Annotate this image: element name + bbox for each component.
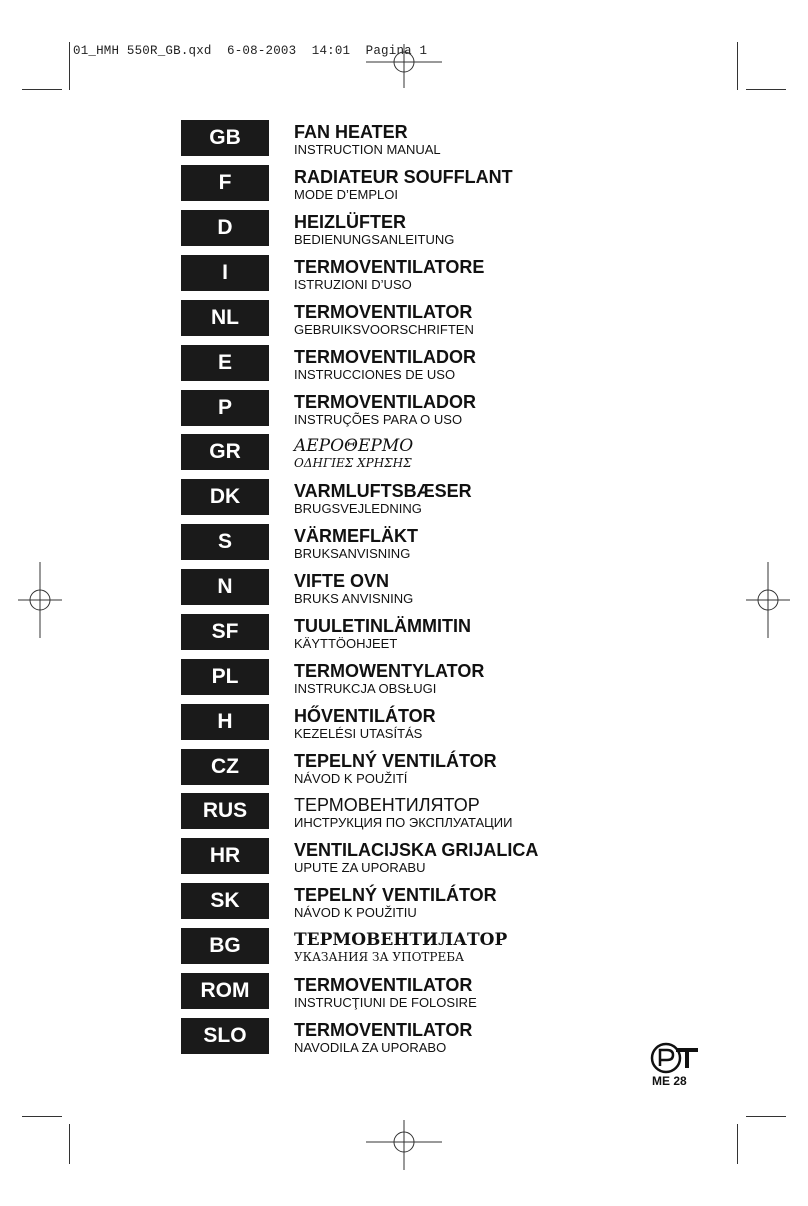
language-row-gr — [181, 432, 741, 470]
language-code: E — [181, 345, 269, 381]
language-row-h — [181, 702, 741, 740]
language-row-pl — [181, 657, 741, 695]
language-row-e — [181, 343, 741, 381]
product-title: VENTILACIJSKA GRIJALICA — [294, 840, 539, 860]
language-row-i — [181, 253, 741, 291]
language-row-sf — [181, 612, 741, 650]
manual-subtitle: INSTRUCTION MANUAL — [294, 142, 441, 157]
manual-subtitle: ΟΔΗΓΙΕΣ ΧΡΗΣΗΣ — [294, 456, 412, 470]
crop-mark-top-right-h — [746, 89, 786, 90]
language-row-hr — [181, 836, 741, 874]
product-title: TEPELNÝ VENTILÁTOR — [294, 885, 497, 905]
product-title: RADIATEUR SOUFFLANT — [294, 167, 513, 187]
crop-mark-top-left-v — [69, 42, 70, 90]
manual-subtitle: MODE D’EMPLOI — [294, 187, 399, 202]
language-code: HR — [181, 838, 269, 874]
manual-subtitle: INSTRUKCJA OBSŁUGI — [294, 681, 437, 696]
manual-subtitle: ISTRUZIONI D’USO — [294, 277, 412, 292]
manual-subtitle: NAVODILA ZA UPORABO — [294, 1040, 447, 1055]
registration-mark-left-icon — [18, 562, 62, 638]
language-code: BG — [181, 928, 269, 964]
product-title: TERMOVENTILADOR — [294, 347, 476, 367]
language-code: D — [181, 210, 269, 246]
registration-mark-right-icon — [746, 562, 790, 638]
language-code: RUS — [181, 793, 269, 829]
language-row-d — [181, 208, 741, 246]
language-code: N — [181, 569, 269, 605]
product-title: TERMOVENTILATOR — [294, 975, 473, 995]
language-code: GB — [181, 120, 269, 156]
language-row-s — [181, 522, 741, 560]
manual-subtitle: NÁVOD K POUŽITIU — [294, 905, 417, 920]
language-code: S — [181, 524, 269, 560]
manual-subtitle: ИНСТРУКЦИЯ ПО ЭКСПЛУАТАЦИИ — [294, 815, 513, 830]
product-title: HEIZLÜFTER — [294, 212, 406, 232]
language-code: NL — [181, 300, 269, 336]
crop-mark-bottom-left-h — [22, 1116, 62, 1117]
manual-subtitle: BRUKS ANVISNING — [294, 591, 414, 606]
language-row-p — [181, 388, 741, 426]
product-title: VÄRMEFLÄKT — [294, 526, 418, 546]
product-title: ТЕРМОВЕНТИЛАТОР — [294, 930, 508, 950]
language-code: SLO — [181, 1018, 269, 1054]
language-code: H — [181, 704, 269, 740]
language-row-rus — [181, 791, 741, 829]
language-code: ROM — [181, 973, 269, 1009]
language-row-cz — [181, 747, 741, 785]
language-code: F — [181, 165, 269, 201]
product-title: TERMOVENTILATOR — [294, 1020, 473, 1040]
manual-subtitle: UPUTE ZA UPORABU — [294, 860, 426, 875]
manual-subtitle: INSTRUCCIONES DE USO — [294, 367, 456, 382]
language-code: PL — [181, 659, 269, 695]
language-row-f — [181, 163, 741, 201]
registration-mark-top-icon — [366, 44, 442, 88]
language-code: P — [181, 390, 269, 426]
product-title: ТЕРМОВЕНТИЛЯТОР — [294, 795, 480, 815]
language-row-bg — [181, 926, 741, 964]
language-code: GR — [181, 434, 269, 470]
crop-mark-top-left-h — [22, 89, 62, 90]
crop-mark-bottom-right-v — [737, 1124, 738, 1164]
manual-subtitle: NÁVOD K POUŽITÍ — [294, 771, 408, 786]
product-title: TERMOVENTILATORE — [294, 257, 485, 277]
manual-subtitle: BRUGSVEJLEDNING — [294, 501, 422, 516]
language-code: CZ — [181, 749, 269, 785]
language-code: SF — [181, 614, 269, 650]
product-title: FAN HEATER — [294, 122, 408, 142]
certification-code: ME 28 — [652, 1074, 687, 1088]
language-row-dk — [181, 477, 741, 515]
product-title: TUULETINLÄMMITIN — [294, 616, 471, 636]
language-row-rom — [181, 971, 741, 1009]
manual-subtitle: GEBRUIKSVOORSCHRIFTEN — [294, 322, 474, 337]
crop-mark-bottom-left-v — [69, 1124, 70, 1164]
language-code: I — [181, 255, 269, 291]
manual-subtitle: INSTRUÇÕES PARA O USO — [294, 412, 463, 427]
print-header: 01_HMH 550R_GB.qxd 6-08-2003 14:01 Pagina 1 — [73, 44, 428, 58]
language-row-n — [181, 567, 741, 605]
product-title: VARMLUFTSBÆSER — [294, 481, 472, 501]
language-row-sk — [181, 881, 741, 919]
manual-subtitle: BEDIENUNGSANLEITUNG — [294, 232, 455, 247]
language-code: SK — [181, 883, 269, 919]
product-title: TERMOWENTYLATOR — [294, 661, 485, 681]
product-title: TERMOVENTILADOR — [294, 392, 476, 412]
product-title: ΑΕΡΟΘΕΡΜΟ — [294, 436, 414, 456]
product-title: TERMOVENTILATOR — [294, 302, 473, 322]
language-row-nl — [181, 298, 741, 336]
crop-mark-bottom-right-h — [746, 1116, 786, 1117]
manual-subtitle: УКАЗАНИЯ ЗА УПОТРЕБА — [294, 950, 465, 964]
language-row-gb — [181, 118, 741, 156]
manual-subtitle: KÄYTTÖOHJEET — [294, 636, 398, 651]
product-title: VIFTE OVN — [294, 571, 390, 591]
product-title: HŐVENTILÁTOR — [294, 706, 436, 726]
product-title: TEPELNÝ VENTILÁTOR — [294, 751, 497, 771]
crop-mark-top-right-v — [737, 42, 738, 90]
manual-subtitle: KEZELÉSI UTASÍTÁS — [294, 726, 423, 741]
manual-subtitle: INSTRUCŢIUNI DE FOLOSIRE — [294, 995, 477, 1010]
manual-subtitle: BRUKSANVISNING — [294, 546, 411, 561]
registration-mark-bottom-icon — [366, 1120, 442, 1170]
language-code: DK — [181, 479, 269, 515]
